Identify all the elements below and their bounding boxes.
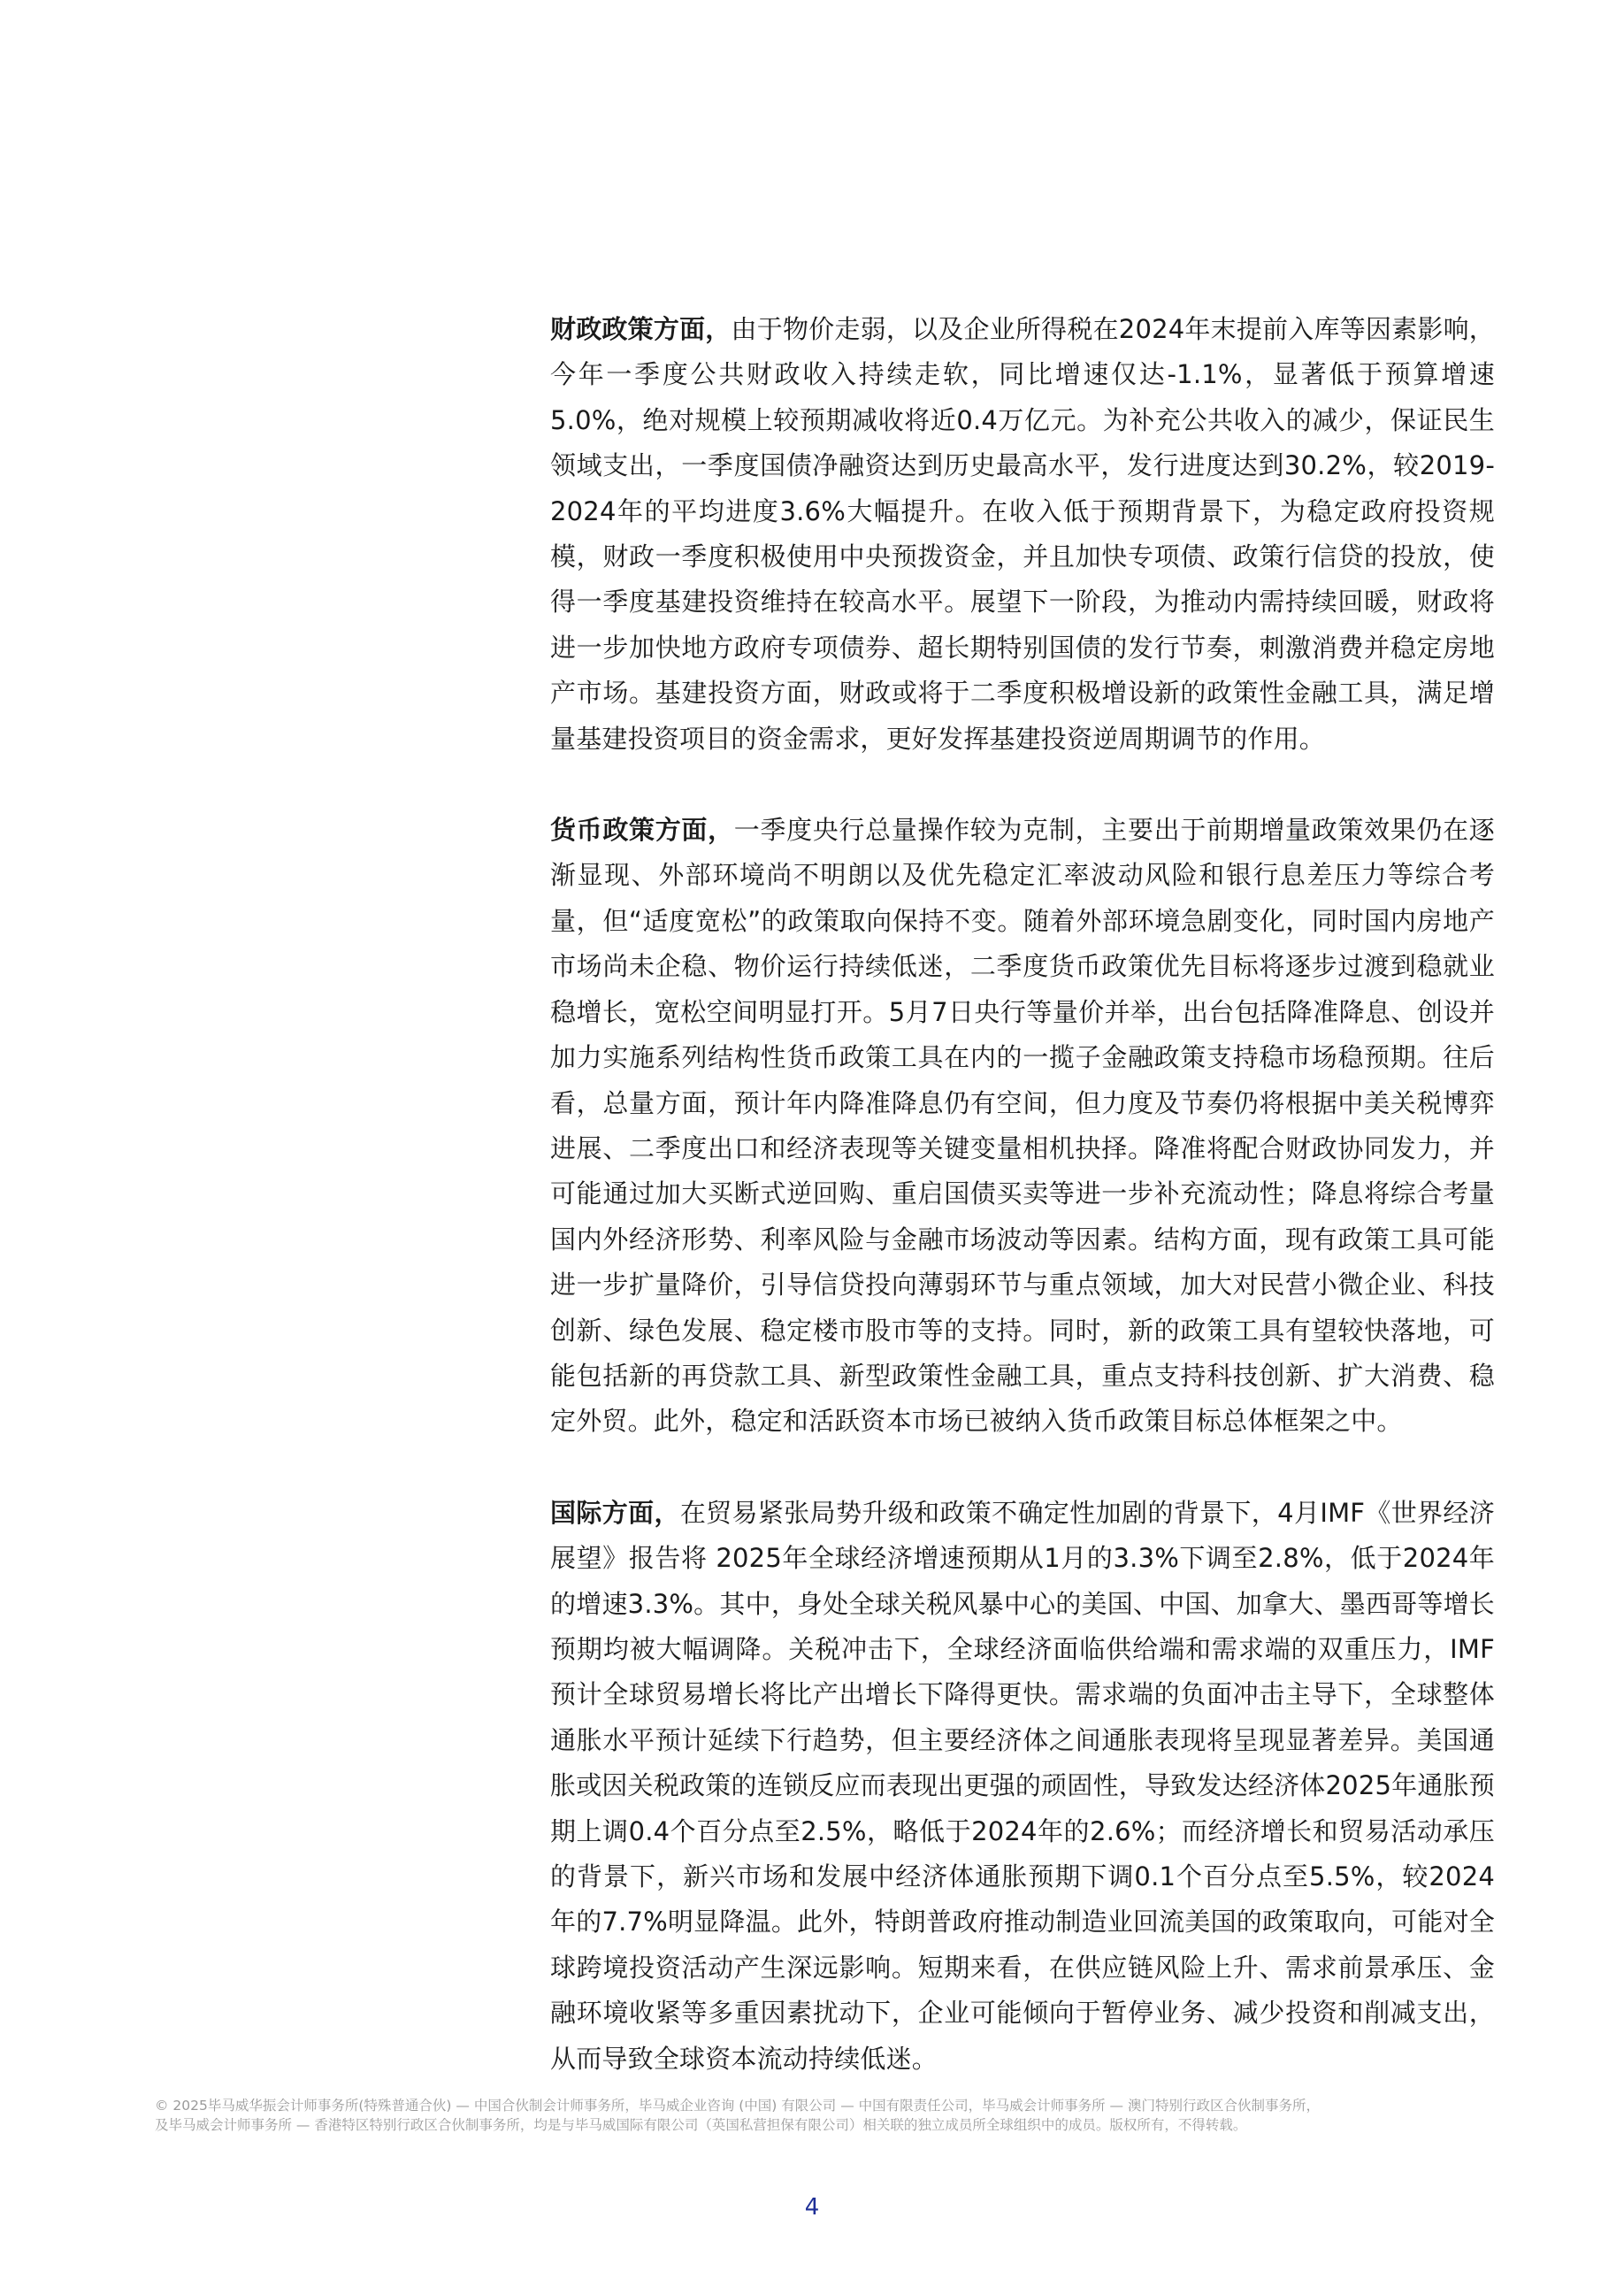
paragraph-heading: 财政政策方面，	[550, 314, 732, 344]
paragraph-text: 一季度央行总量操作较为克制，主要出于前期增量政策效果仍在逐渐显现、外部环境尚不明朗以及优先稳定汇率波动风险和银行息差压力等综合考量，但“适度宽松”的政策取向保持不变。随着外部环境急剧变化，同时国内房地产市场尚未企稳、物价运行持续低迷，二季度货币政策优先目标将逐步过渡到稳就业稳增长，宽松空间明显打开。5月7日央行等量价并举，出台包括降准降息、创设并加力实施系列结构性货币政策工具在内的一揽子金融政策支持稳市场稳预期。往后看，总量方面，预计年内降准降息仍有空间，但力度及节奏仍将根据中美关税博弈进展、二季度出口和经济表现等关键变量相机抉择。降准将配合财政协同发力，并可能通过加大买断式逆回购、重启国债买卖等进一步补充流动性；降息将综合考量国内外经济形势、利率风险与金融市场波动等因素。结构方面，现有政策工具可能进一步扩量降价，引导信贷投向薄弱环节与重点领域，加大对民营小微企业、科技创新、绿色发展、稳定楼市股市等的支持。同时，新的政策工具有望较快落地，可能包括新的再贷款工具、新型政策性金融工具，重点支持科技创新、扩大消费、稳定外贸。此外，稳定和活跃资本市场已被纳入货币政策目标总体框架之中。	[550, 815, 1495, 1437]
footer-line-2: 及毕马威会计师事务所 — 香港特区特别行政区合伙制事务所，均是与毕马威国际有限公司（英国私营担保有限公司）相关联的独立成员所全球组织中的成员。版权所有，不得转载。	[155, 2117, 1247, 2133]
paragraph-heading: 国际方面，	[550, 1497, 680, 1528]
paragraph-text: 在贸易紧张局势升级和政策不确定性加剧的背景下，4月IMF《世界经济展望》报告将 2025年全球经济增速预期从1月的3.3%下调至2.8%，低于2024年的增速3.3%。其中，身处全球关税风暴中心的美国、中国、加拿大、墨西哥等增长预期均被大幅调降。关税冲击下，全球经济面临供给端和需求端的双重压力，IMF预计全球贸易增长将比产出增长下降得更快。需求端的负面冲击主导下，全球整体通胀水平预计延续下行趋势，但主要经济体之间通胀表现将呈现显著差异。美国通胀或因关税政策的连锁反应而表现出更强的顽固性，导致发达经济体2025年通胀预期上调0.4个百分点至2.5%，略低于2024年的2.6%；而经济增长和贸易活动承压的背景下，新兴市场和发展中经济体通胀预期下调0.1个百分点至5.5%，较2024年的7.7%明显降温。此外，特朗普政府推动制造业回流美国的政策取向，可能对全球跨境投资活动产生深远影响。短期来看，在供应链风险上升、需求前景承压、金融环境收紧等多重因素扰动下，企业可能倾向于暂停业务、减少投资和削减支出，从而导致全球资本流动持续低迷。	[550, 1497, 1495, 2074]
paragraph-international	[550, 1491, 1495, 2082]
paragraph-fiscal-policy	[550, 307, 1495, 762]
page-number: 4	[804, 2194, 820, 2221]
copyright-footer	[155, 2096, 1482, 2135]
paragraph-monetary-policy	[550, 808, 1495, 1445]
document-body	[550, 307, 1495, 2128]
paragraph-text: 由于物价走弱，以及企业所得税在2024年末提前入库等因素影响，今年一季度公共财政收入持续走软，同比增速仅达-1.1%，显著低于预算增速5.0%，绝对规模上较预期减收将近0.4万亿元。为补充公共收入的减少，保证民生领域支出，一季度国债净融资达到历史最高水平，发行进度达到30.2%，较2019-2024年的平均进度3.6%大幅提升。在收入低于预期背景下，为稳定政府投资规模，财政一季度积极使用中央预拨资金，并且加快专项债、政策行信贷的投放，使得一季度基建投资维持在较高水平。展望下一阶段，为推动内需持续回暖，财政将进一步加快地方政府专项债券、超长期特别国债的发行节奏，刺激消费并稳定房地产市场。基建投资方面，财政或将于二季度积极增设新的政策性金融工具，满足增量基建投资项目的资金需求，更好发挥基建投资逆周期调节的作用。	[550, 314, 1495, 754]
footer-line-1: © 2025毕马威华振会计师事务所(特殊普通合伙) — 中国合伙制会计师事务所，毕马威企业咨询 (中国) 有限公司 — 中国有限责任公司，毕马威会计师事务所 — 澳门特别行政区合伙制事务所，	[155, 2098, 1320, 2114]
paragraph-heading: 货币政策方面，	[550, 815, 734, 846]
